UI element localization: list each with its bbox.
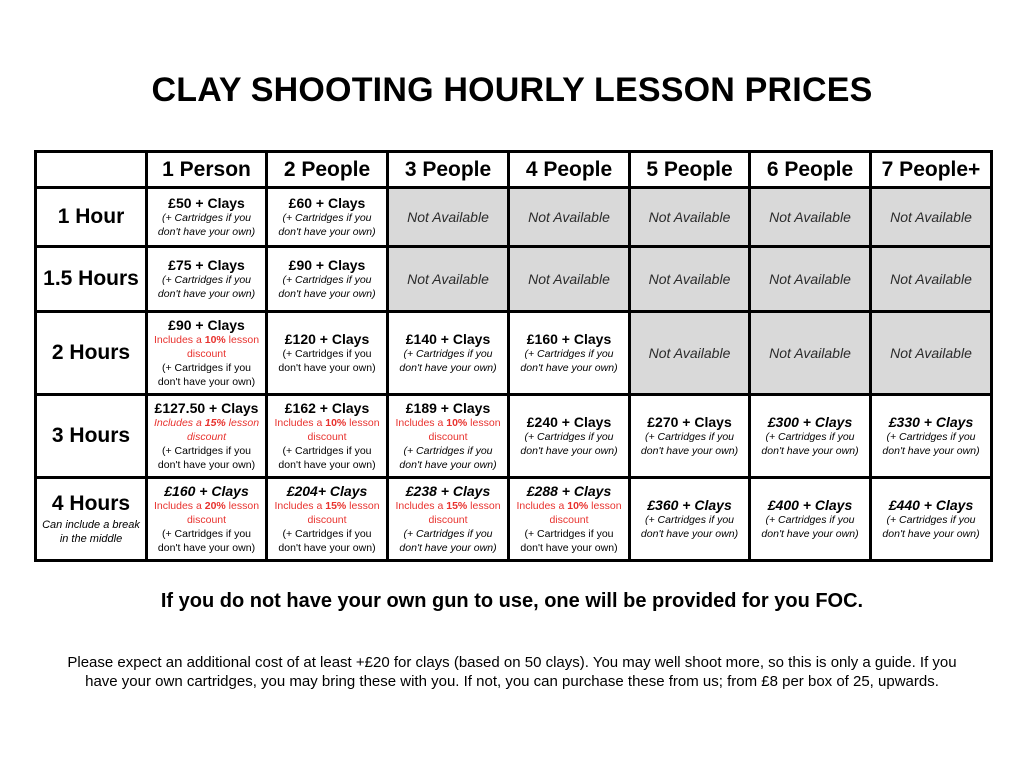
price-cell-content <box>394 483 502 555</box>
cartridges-note: (+ Cartridges if you don't have your own) <box>278 528 376 554</box>
additional-cost-note: Please expect an additional cost of at least +£20 for clays (based on 50 clays). You may well shoot more, so this is only a guide. If you have your own cartridges, you may bring these with you. If not, you can purchase these from us; from £8 per box of 25, upwards. <box>67 654 957 690</box>
cartridges-note: (+ Cartridges if you don't have your own) <box>278 445 376 471</box>
price-label: £270 + Clays <box>647 414 732 430</box>
price-cell <box>267 188 388 247</box>
discount-suffix: lesson discount <box>186 417 260 443</box>
column-header-6-people: 6 People <box>750 152 871 188</box>
discount-percent: 15% <box>325 500 347 512</box>
discount-prefix: Includes a <box>516 500 568 512</box>
price-row <box>36 312 992 395</box>
price-cell-content <box>153 483 261 555</box>
discount-percent: 10% <box>325 417 347 429</box>
price-cell-content <box>273 257 381 301</box>
cartridges-note: (+ Cartridges if you don't have your own) <box>520 348 618 374</box>
not-available-cell <box>388 247 509 312</box>
price-label: £160 + Clays <box>164 483 249 499</box>
not-available-label: Not Available <box>407 209 489 225</box>
price-cell <box>871 395 992 478</box>
column-header-3-people: 3 People <box>388 152 509 188</box>
discount-note <box>273 416 381 444</box>
not-available-cell <box>750 247 871 312</box>
row-label: 2 Hours <box>51 341 131 364</box>
cartridges-note: (+ Cartridges if you don't have your own) <box>520 431 618 457</box>
not-available-cell <box>750 188 871 247</box>
not-available-label: Not Available <box>769 271 851 287</box>
price-cell-content <box>515 483 623 555</box>
discount-note <box>153 333 261 361</box>
cartridges-note: (+ Cartridges if you don't have your own) <box>157 212 256 238</box>
not-available-label: Not Available <box>528 271 610 287</box>
price-cell-content <box>153 400 261 472</box>
price-label: £189 + Clays <box>405 400 491 416</box>
cartridges-note: (+ Cartridges if you don't have your own) <box>882 514 980 540</box>
not-available-label: Not Available <box>769 209 851 225</box>
discount-note <box>273 499 381 527</box>
discount-prefix: Includes a <box>395 417 447 429</box>
price-label: £238 + Clays <box>405 483 491 499</box>
not-available-label: Not Available <box>528 209 610 225</box>
not-available-cell <box>750 312 871 395</box>
column-header-5-people: 5 People <box>630 152 750 188</box>
row-header <box>36 312 147 395</box>
price-cell <box>147 188 267 247</box>
discount-percent: 10% <box>204 334 226 346</box>
discount-prefix: Includes a <box>153 334 205 346</box>
price-cell <box>750 478 871 561</box>
price-cell-content <box>877 414 985 458</box>
discount-prefix: Includes a <box>274 417 326 429</box>
price-table <box>34 150 993 562</box>
price-cell <box>630 395 750 478</box>
cartridges-note: (+ Cartridges if you don't have your own) <box>157 362 256 388</box>
discount-note <box>515 499 623 527</box>
cartridges-note: (+ Cartridges if you don't have your own) <box>278 348 376 374</box>
price-cell <box>388 478 509 561</box>
price-cell <box>509 312 630 395</box>
not-available-label: Not Available <box>648 209 731 225</box>
price-cell-content <box>756 497 864 541</box>
price-cell-content <box>273 400 381 472</box>
column-header-2-people: 2 People <box>267 152 388 188</box>
not-available-label: Not Available <box>890 345 972 361</box>
price-cell-content <box>636 497 744 541</box>
price-row <box>36 395 992 478</box>
column-header-7-people-plus: 7 People+ <box>871 152 992 188</box>
price-cell-content <box>273 331 381 375</box>
not-available-cell <box>509 247 630 312</box>
cartridges-note: (+ Cartridges if you don't have your own) <box>640 514 739 540</box>
cartridges-note: (+ Cartridges if you don't have your own) <box>520 528 618 554</box>
cartridges-note: (+ Cartridges if you don't have your own) <box>399 348 497 374</box>
row-label: 1.5 Hours <box>43 267 139 290</box>
price-cell <box>147 395 267 478</box>
price-label: £162 + Clays <box>284 400 370 416</box>
price-label: £360 + Clays <box>647 497 732 513</box>
column-header-1-person: 1 Person <box>147 152 267 188</box>
price-cell <box>750 395 871 478</box>
price-cell <box>147 247 267 312</box>
column-header-4-people: 4 People <box>509 152 630 188</box>
row-header <box>36 478 147 561</box>
price-cell-content <box>394 331 502 375</box>
row-note: Can include a break in the middle <box>42 519 140 545</box>
price-label: £160 + Clays <box>526 331 612 347</box>
price-label: £300 + Clays <box>767 414 853 430</box>
price-label: £140 + Clays <box>405 331 491 347</box>
cartridges-note: (+ Cartridges if you don't have your own) <box>157 528 256 554</box>
not-available-label: Not Available <box>648 271 731 287</box>
price-cell-content <box>394 400 502 472</box>
discount-percent: 20% <box>204 500 226 512</box>
discount-suffix: lesson discount <box>428 417 501 443</box>
discount-percent: 15% <box>204 417 226 429</box>
price-cell-content <box>153 317 261 389</box>
price-cell <box>388 395 509 478</box>
price-cell-content <box>515 414 623 458</box>
price-cell <box>509 478 630 561</box>
price-cell-content <box>756 414 864 458</box>
not-available-cell <box>509 188 630 247</box>
discount-note <box>394 499 502 527</box>
price-table-body <box>36 188 992 561</box>
price-label: £204+ Clays <box>286 483 368 499</box>
price-label: £288 + Clays <box>526 483 612 499</box>
not-available-label: Not Available <box>769 345 851 361</box>
row-label: 1 Hour <box>57 205 125 228</box>
row-header <box>36 247 147 312</box>
price-cell-content <box>153 257 261 301</box>
cartridges-note: (+ Cartridges if you don't have your own) <box>278 274 376 300</box>
discount-prefix: Includes a <box>274 500 326 512</box>
price-label: £75 + Clays <box>168 257 245 273</box>
page-title: CLAY SHOOTING HOURLY LESSON PRICES <box>151 71 873 109</box>
price-label: £50 + Clays <box>168 195 245 211</box>
discount-percent: 15% <box>446 500 468 512</box>
not-available-label: Not Available <box>890 209 972 225</box>
price-cell <box>509 395 630 478</box>
cartridges-note: (+ Cartridges if you don't have your own) <box>157 445 256 471</box>
price-cell <box>267 312 388 395</box>
price-cell <box>871 478 992 561</box>
not-available-cell <box>871 188 992 247</box>
cartridges-note: (+ Cartridges if you don't have your own) <box>761 514 859 540</box>
corner-cell <box>36 152 147 188</box>
price-cell-content <box>515 331 623 375</box>
discount-suffix: lesson discount <box>186 500 260 526</box>
cartridges-note: (+ Cartridges if you don't have your own) <box>882 431 980 457</box>
not-available-cell <box>630 247 750 312</box>
row-header <box>36 188 147 247</box>
discount-prefix: Includes a <box>395 500 447 512</box>
discount-suffix: lesson discount <box>549 500 622 526</box>
price-cell-content <box>273 195 381 239</box>
price-label: £90 + Clays <box>288 257 366 273</box>
table-header-row <box>36 152 992 188</box>
price-cell <box>147 478 267 561</box>
price-row <box>36 247 992 312</box>
price-label: £400 + Clays <box>767 497 853 513</box>
price-label: £120 + Clays <box>284 331 370 347</box>
not-available-cell <box>871 312 992 395</box>
discount-suffix: lesson discount <box>307 417 380 443</box>
cartridges-note: (+ Cartridges if you don't have your own) <box>761 431 859 457</box>
price-cell-content <box>877 497 985 541</box>
price-row <box>36 478 992 561</box>
price-cell <box>267 478 388 561</box>
not-available-cell <box>630 312 750 395</box>
not-available-cell <box>630 188 750 247</box>
gun-provided-note: If you do not have your own gun to use, one will be provided for you FOC. <box>160 590 864 612</box>
price-cell <box>147 312 267 395</box>
discount-note <box>394 416 502 444</box>
cartridges-note: (+ Cartridges if you don't have your own) <box>157 274 256 300</box>
row-label: 3 Hours <box>51 424 131 447</box>
cartridges-note: (+ Cartridges if you don't have your own) <box>278 212 376 238</box>
price-cell <box>267 247 388 312</box>
not-available-label: Not Available <box>890 271 972 287</box>
discount-note <box>153 499 261 527</box>
not-available-cell <box>871 247 992 312</box>
discount-percent: 10% <box>446 417 468 429</box>
row-label: 4 Hours <box>51 492 131 515</box>
discount-note <box>153 416 261 444</box>
price-cell-content <box>273 483 381 555</box>
not-available-label: Not Available <box>648 345 731 361</box>
discount-suffix: lesson discount <box>307 500 380 526</box>
price-cell-content <box>636 414 744 458</box>
discount-percent: 10% <box>567 500 589 512</box>
not-available-label: Not Available <box>407 271 489 287</box>
price-label: £440 + Clays <box>888 497 974 513</box>
price-cell <box>630 478 750 561</box>
row-header <box>36 395 147 478</box>
cartridges-note: (+ Cartridges if you don't have your own) <box>640 431 739 457</box>
discount-prefix: Includes a <box>153 417 205 429</box>
price-row <box>36 188 992 247</box>
discount-prefix: Includes a <box>153 500 205 512</box>
cartridges-note: (+ Cartridges if you don't have your own) <box>399 528 497 554</box>
cartridges-note: (+ Cartridges if you don't have your own) <box>399 445 497 471</box>
price-label: £330 + Clays <box>888 414 974 430</box>
price-label: £240 + Clays <box>526 414 612 430</box>
not-available-cell <box>388 188 509 247</box>
price-label: £90 + Clays <box>168 317 245 333</box>
price-label: £60 + Clays <box>288 195 366 211</box>
discount-suffix: lesson discount <box>428 500 501 526</box>
price-cell <box>388 312 509 395</box>
discount-suffix: lesson discount <box>186 334 260 360</box>
price-label: £127.50 + Clays <box>154 400 259 416</box>
price-cell <box>267 395 388 478</box>
price-cell-content <box>153 195 261 239</box>
